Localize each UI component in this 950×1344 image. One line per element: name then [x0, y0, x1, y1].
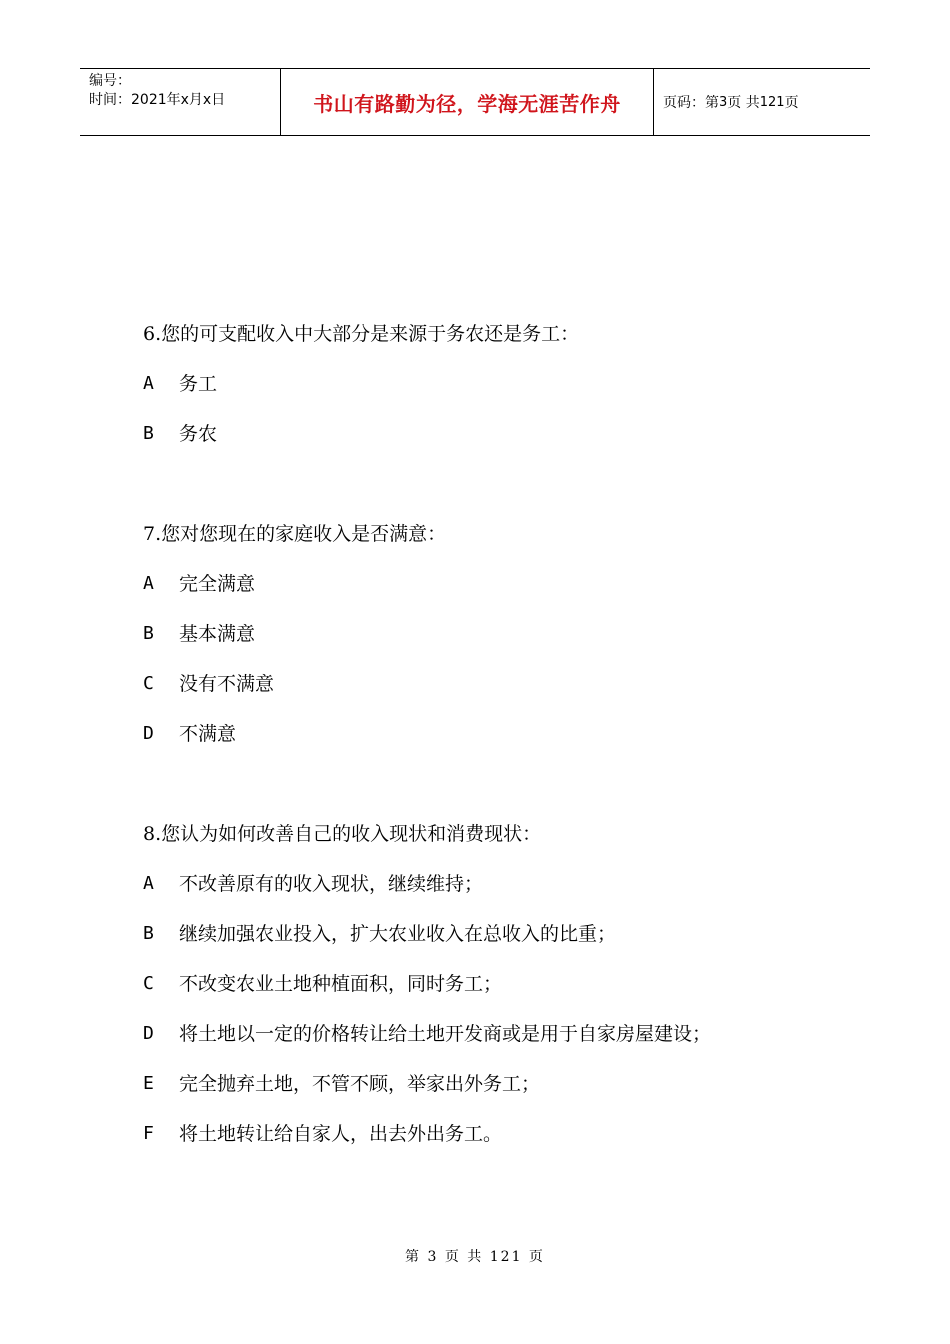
option-text: 继续加强农业投入，扩大农业收入在总收入的比重； [179, 923, 617, 945]
header-meta [80, 69, 281, 135]
time-value: 2021年x月x日 [131, 92, 226, 108]
page-footer: 第 3 页 共 121 页 [405, 1249, 545, 1265]
option-text: 将土地转让给自家人，出去外出务工。 [179, 1123, 503, 1145]
question-7: 7.您对您现在的家庭收入是否满意： [143, 523, 447, 545]
option-text: 基本满意 [179, 623, 256, 645]
time-label: 时间： [89, 92, 131, 108]
page-current: 3 [719, 94, 728, 110]
option-text: 不改善原有的收入现状，继续维持； [179, 873, 484, 895]
option-8e [143, 1067, 843, 1117]
option-7b [143, 617, 843, 667]
time-line [89, 91, 280, 110]
question-8: 8.您认为如何改善自己的收入现状和消费现状： [143, 823, 542, 845]
option-letter: D [143, 723, 154, 744]
header-motto: 书山有路勤为径，学海无涯苦作舟 [281, 69, 654, 135]
option-letter: C [143, 673, 154, 694]
option-6a [143, 367, 843, 417]
option-8a [143, 867, 843, 917]
option-text: 不改变农业土地种植面积，同时务工； [179, 973, 503, 995]
option-letter: D [143, 1023, 154, 1044]
option-8d [143, 1017, 843, 1067]
option-8f [143, 1117, 843, 1167]
question-6: 6.您的可支配收入中大部分是来源于务农还是务工： [143, 323, 580, 345]
option-text: 完全满意 [179, 573, 256, 595]
option-text: 不满意 [179, 723, 237, 745]
option-letter: A [143, 573, 154, 594]
option-letter: B [143, 423, 154, 444]
option-7d [143, 717, 843, 767]
option-6b [143, 417, 843, 467]
option-letter: F [143, 1123, 154, 1144]
page-prefix: 页码：第 [663, 95, 719, 111]
option-letter: E [143, 1073, 154, 1094]
option-text: 完全抛弃土地，不管不顾，举家出外务工； [179, 1073, 541, 1095]
option-letter: A [143, 373, 154, 394]
option-text: 务工 [179, 373, 218, 395]
header-page-info [654, 69, 870, 135]
spacer [143, 467, 843, 517]
page-total: 121 [759, 94, 785, 110]
option-text: 务农 [179, 423, 218, 445]
number-label: 编号： [89, 73, 131, 89]
option-8b [143, 917, 843, 967]
spacer [143, 767, 843, 817]
option-text: 没有不满意 [179, 673, 275, 695]
option-letter: A [143, 873, 154, 894]
option-8c [143, 967, 843, 1017]
option-letter: B [143, 623, 154, 644]
option-letter: B [143, 923, 154, 944]
option-7c [143, 667, 843, 717]
option-letter: C [143, 973, 154, 994]
option-text: 将土地以一定的价格转让给土地开发商或是用于自家房屋建设； [179, 1023, 712, 1045]
page-mid: 页 共 [727, 95, 760, 111]
questionnaire-body [143, 317, 843, 1167]
option-7a [143, 567, 843, 617]
page-header [80, 68, 870, 136]
page-suffix: 页 [784, 95, 799, 111]
